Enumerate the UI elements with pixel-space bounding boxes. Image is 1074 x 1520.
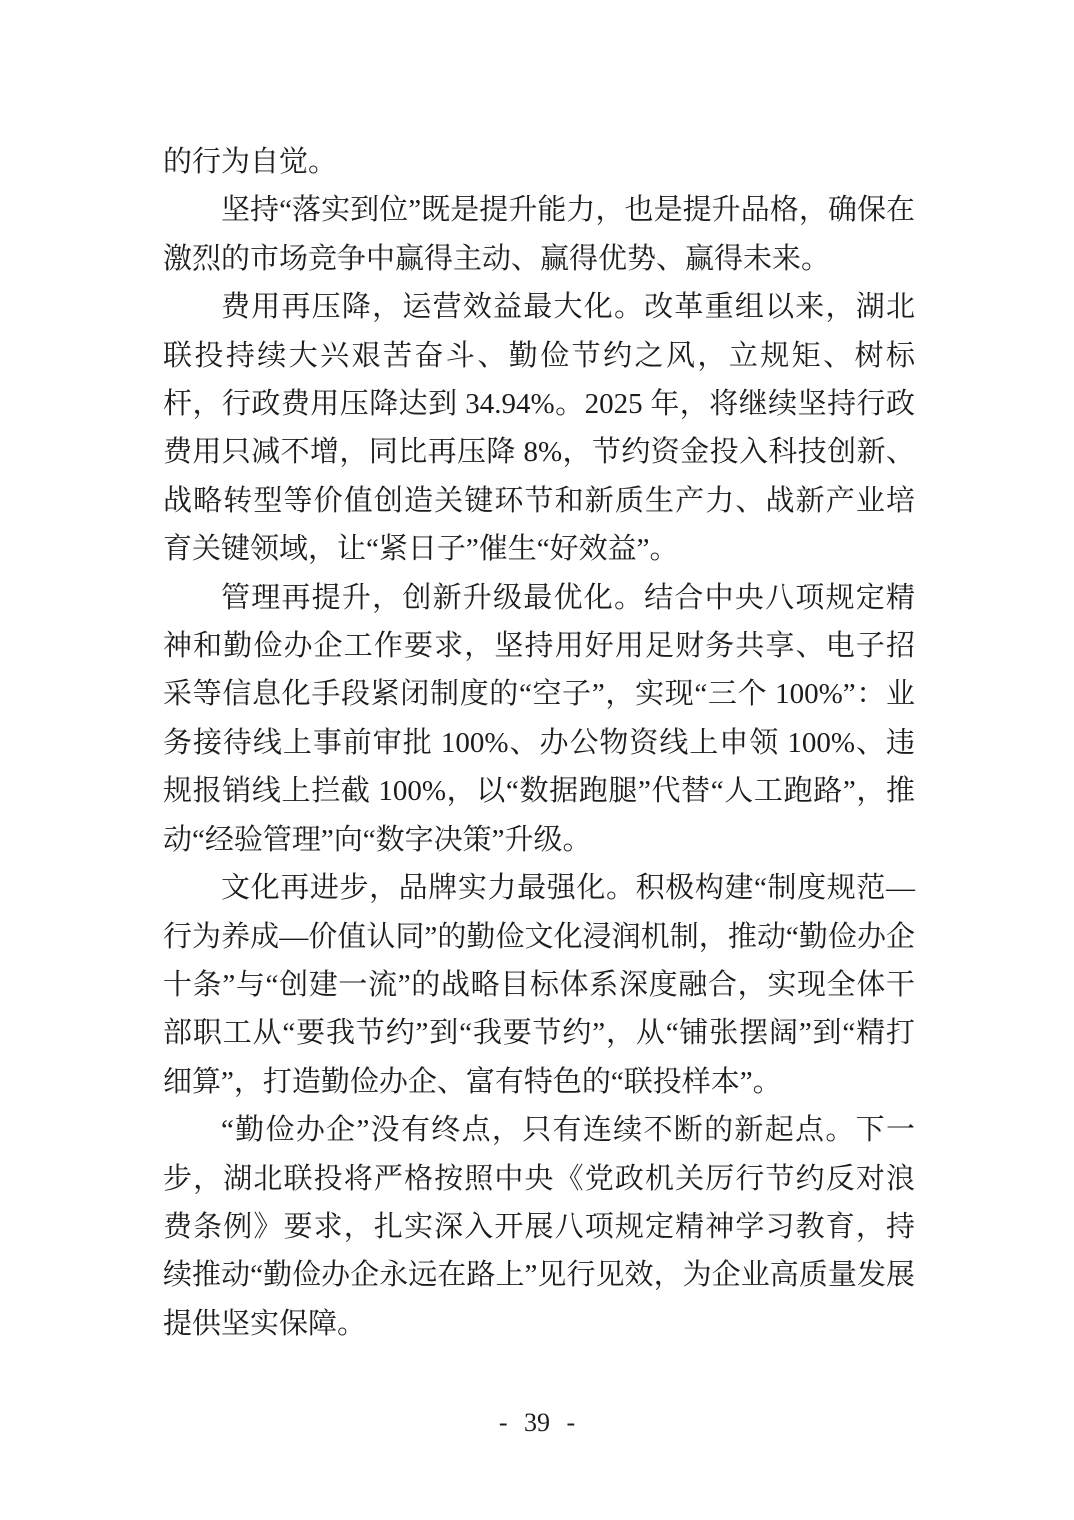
page-number: - 39 - — [498, 1408, 576, 1437]
body-paragraph-continuation: 的行为自觉。 — [163, 146, 338, 178]
body-paragraph: 管理再提升，创新升级最优化。结合中央八项规定精神和勤俭办企工作要求，坚持用好用足财务共享、电子招采等信息化手段紧闭制度的“空子”，实现“三个 100%”：业务接待线上事前审批 100%、办公物资线上申领 100%、违规报销线上拦截 100%，以“数据跑腿”代替“人工跑路”，推动“经验管理”向“数字决策”升级。 — [163, 581, 915, 856]
body-paragraph: 文化再进步，品牌实力最强化。积极构建“制度规范—行为养成—价值认同”的勤俭文化浸润机制，推动“勤俭办企十条”与“创建一流”的战略目标体系深度融合，实现全体干部职工从“要我节约”到“我要节约”，从“铺张摆阔”到“精打细算”，打造勤俭办企、富有特色的“联投样本”。 — [163, 872, 915, 1098]
document-body — [163, 138, 915, 1348]
body-paragraph: 费用再压降，运营效益最大化。改革重组以来，湖北联投持续大兴艰苦奋斗、勤俭节约之风，立规矩、树标杆，行政费用压降达到 34.94%。2025 年，将继续坚持行政费用只减不增，同比再压降 8%，节约资金投入科技创新、战略转型等价值创造关键环节和新质生产力、战新产业培育关键领域，让“紧日子”催生“好效益”。 — [163, 291, 915, 566]
body-paragraph: “勤俭办企”没有终点，只有连续不断的新起点。下一步，湖北联投将严格按照中央《党政机关厉行节约反对浪费条例》要求，扎实深入开展八项规定精神学习教育，持续推动“勤俭办企永远在路上”见行见效，为企业高质量发展提供坚实保障。 — [163, 1114, 915, 1340]
body-paragraph: 坚持“落实到位”既是提升能力，也是提升品格，确保在激烈的市场竞争中赢得主动、赢得优势、赢得未来。 — [163, 194, 915, 275]
